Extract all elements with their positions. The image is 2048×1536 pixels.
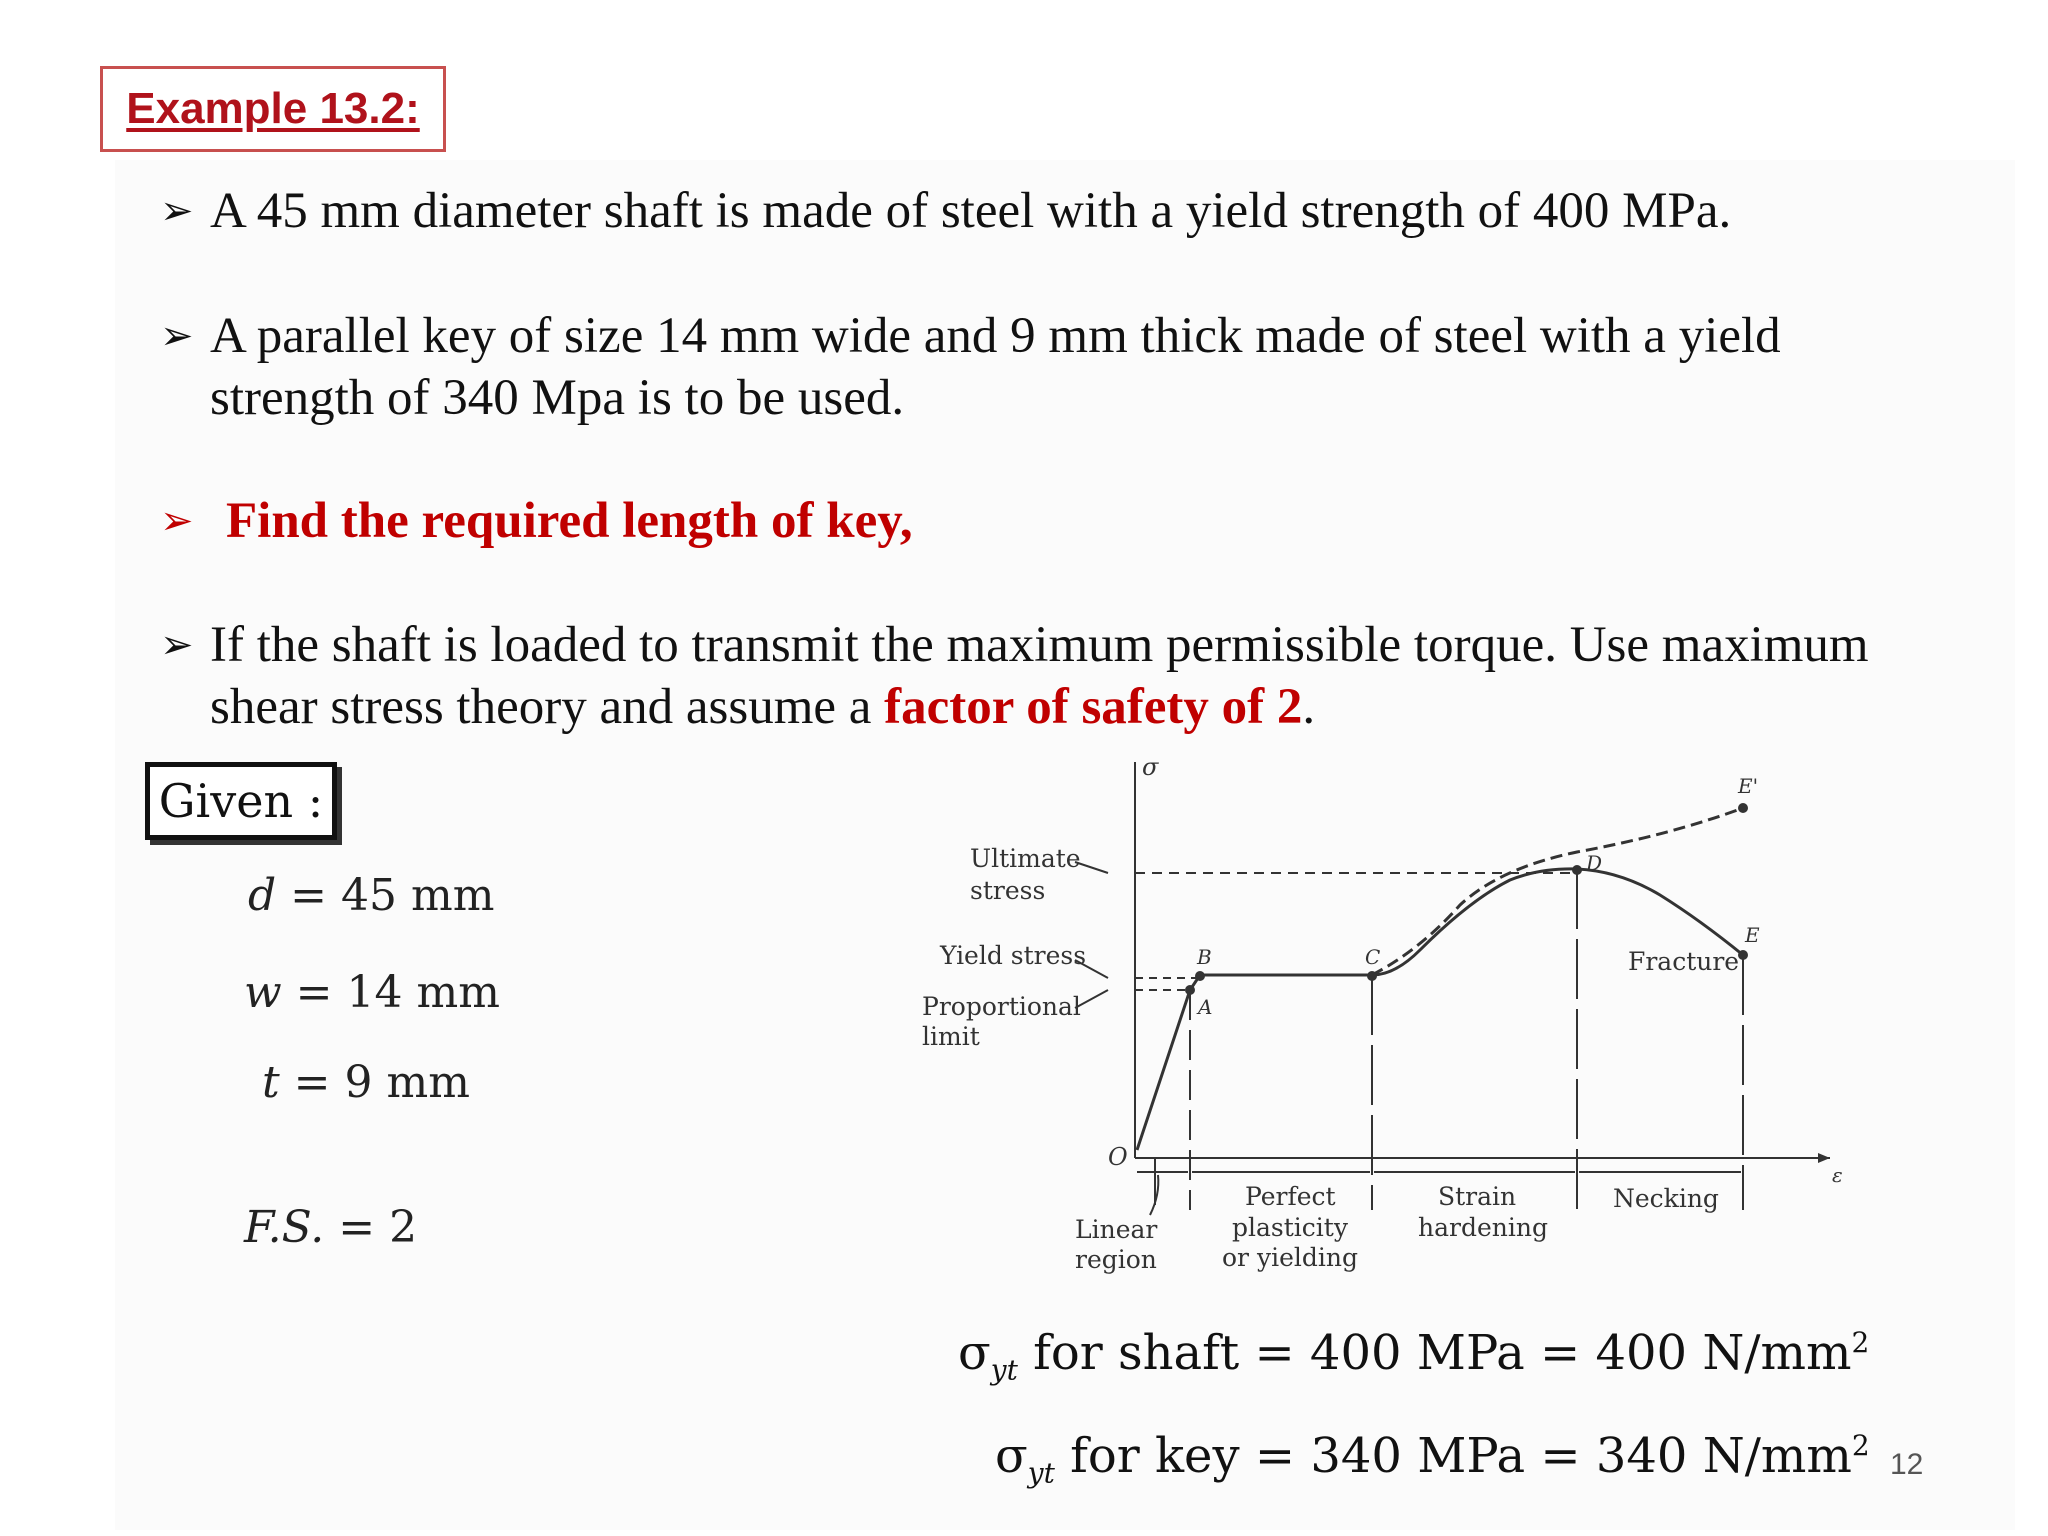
shaft-yield-equation bbox=[958, 1325, 1869, 1387]
bullet-arrow-icon: ➢ bbox=[160, 622, 194, 667]
given-label: Given : bbox=[158, 774, 324, 828]
given-t-value: = 9 mm bbox=[279, 1057, 470, 1108]
example-title: Example 13.2: bbox=[126, 84, 420, 133]
yield-stress-label: Yield stress bbox=[940, 941, 1087, 970]
label-e: E bbox=[1745, 923, 1760, 947]
sigma-subscript: yt bbox=[990, 1353, 1018, 1387]
bullet-1-text: A 45 mm diameter shaft is made of steel with a yield strength of 400 MPa. bbox=[210, 183, 1732, 239]
sigma-axis-label: σ bbox=[1142, 753, 1159, 781]
perfect-plasticity-label-1: Perfect bbox=[1245, 1182, 1336, 1211]
perfect-plasticity-label-2: plasticity bbox=[1232, 1213, 1348, 1242]
shaft-yield-text: for shaft = 400 MPa = 400 N/mm bbox=[1017, 1325, 1852, 1381]
bullet-arrow-icon: ➢ bbox=[160, 188, 194, 233]
unit-exponent: 2 bbox=[1851, 1429, 1870, 1462]
sigma-symbol: σ bbox=[958, 1325, 991, 1381]
proportional-limit-label-2: limit bbox=[922, 1022, 980, 1051]
fracture-label: Fracture bbox=[1628, 947, 1740, 976]
given-t-var: t bbox=[262, 1057, 280, 1108]
given-w-value: = 14 mm bbox=[281, 967, 500, 1018]
given-d-value: = 45 mm bbox=[276, 870, 495, 921]
given-d-var: d bbox=[248, 870, 277, 921]
key-yield-equation bbox=[995, 1428, 1870, 1490]
axis-arrowhead bbox=[1818, 1153, 1830, 1163]
point-a bbox=[1185, 985, 1195, 995]
linear-region-label-1: Linear bbox=[1075, 1215, 1158, 1244]
key-yield-text: for key = 340 MPa = 340 N/mm bbox=[1054, 1428, 1852, 1484]
label-a: A bbox=[1198, 995, 1213, 1019]
linear-region-label-2: region bbox=[1075, 1245, 1157, 1274]
bullet-3-text: Find the required length of key, bbox=[226, 493, 913, 549]
point-d bbox=[1572, 865, 1582, 875]
given-fs-value: = 2 bbox=[324, 1202, 418, 1253]
proportional-limit-label-1: Proportional bbox=[922, 992, 1081, 1021]
strain-hardening-label-1: Strain bbox=[1438, 1182, 1517, 1211]
perfect-plasticity-label-3: or yielding bbox=[1222, 1243, 1358, 1272]
bullet-arrow-icon: ➢ bbox=[160, 313, 194, 358]
point-e bbox=[1738, 950, 1748, 960]
sigma-subscript: yt bbox=[1027, 1456, 1055, 1490]
strain-hardening-label-2: hardening bbox=[1418, 1213, 1548, 1242]
label-d: D bbox=[1586, 851, 1603, 875]
bullet-2-text: A parallel key of size 14 mm wide and 9 mm thick made of steel with a yield strength of 340 Mpa is to be used. bbox=[210, 308, 1781, 426]
bullet-4-text-after: . bbox=[1302, 679, 1316, 735]
bullet-4-text-before: If the shaft is loaded to transmit the maximum permissible torque. Use maximum shear stress theory and assume a bbox=[210, 617, 1869, 735]
label-c: C bbox=[1365, 945, 1381, 969]
ultimate-stress-label-2: stress bbox=[970, 876, 1046, 905]
bullet-4-highlight: factor of safety of 2 bbox=[884, 679, 1303, 735]
stress-strain-curve bbox=[1137, 869, 1743, 1150]
sigma-symbol: σ bbox=[995, 1428, 1028, 1484]
epsilon-axis-label: ε bbox=[1832, 1163, 1843, 1187]
label-e-prime: E' bbox=[1738, 774, 1759, 798]
point-c bbox=[1367, 971, 1377, 981]
page-number: 12 bbox=[1890, 1448, 1924, 1481]
bullet-arrow-icon: ➢ bbox=[160, 498, 194, 543]
given-w-var: w bbox=[244, 967, 282, 1018]
point-b bbox=[1195, 971, 1205, 981]
ultimate-stress-label-1: Ultimate bbox=[970, 844, 1081, 873]
given-fs-var: F.S. bbox=[244, 1202, 325, 1253]
unit-exponent: 2 bbox=[1851, 1326, 1870, 1359]
necking-label: Necking bbox=[1613, 1184, 1719, 1213]
label-b: B bbox=[1197, 945, 1212, 969]
origin-label: O bbox=[1108, 1143, 1128, 1171]
point-e-prime bbox=[1738, 803, 1748, 813]
